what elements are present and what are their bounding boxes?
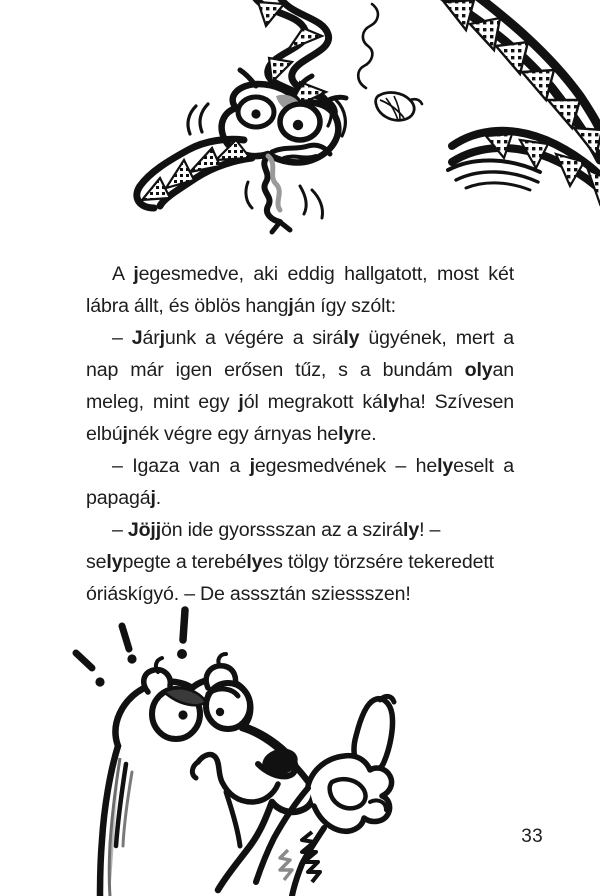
- bottom-illustration: [40, 596, 460, 896]
- exclamation-mark-3: [177, 610, 187, 659]
- exclamation-mark-2: [122, 626, 137, 664]
- snake-body-coil-lower: [137, 139, 252, 208]
- motion-squiggle-left: [188, 104, 208, 134]
- top-illustration: [0, 0, 600, 240]
- paragraph-1: A jegesmedve, aki eddig hallgatott, most két lábra állt, és öblös hangján így szólt:: [86, 263, 514, 317]
- paragraph-4: – Jöjjön ide gyorssszan az a szirály! – selypegte a terebélyes tölgy törzsére tekeredett óriáskígyó. – De asssztán sziessszen!: [86, 519, 494, 605]
- snake-body-coil-right-lower: [448, 131, 600, 204]
- snake-eye-left: [238, 97, 274, 127]
- motion-squiggle-bottom: [246, 182, 323, 218]
- body-text: [86, 258, 514, 610]
- page-number: 33: [521, 826, 543, 847]
- paragraph-2: – Járjunk a végére a sirály ügyének, mert a nap már igen erősen tűz, s a bundám olyan meleg, mint egy jól megrakott kályha! Szívesen elbújnék végre egy árnyas helyre.: [86, 327, 514, 445]
- exclamation-mark-1: [76, 653, 105, 687]
- falling-leaf: [358, 4, 422, 120]
- paragraph-3: – Igaza van a jegesmedvének – helyeselt a papagáj.: [86, 455, 514, 509]
- forked-tongue: [264, 156, 290, 232]
- snake-eye-right: [280, 104, 320, 140]
